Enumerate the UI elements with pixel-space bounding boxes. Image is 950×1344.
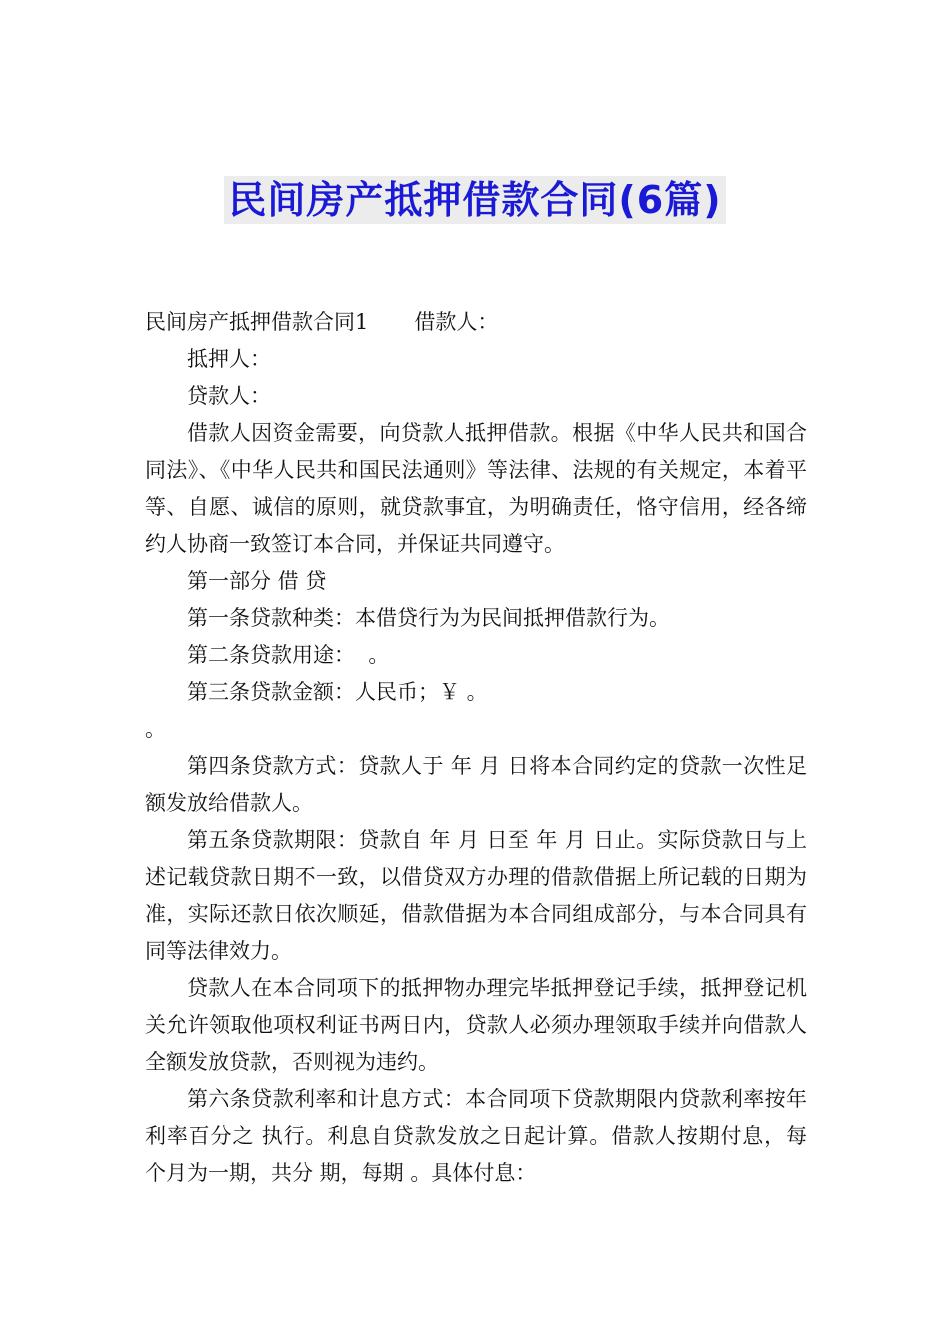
paragraph-article-2: 第二条贷款用途： 。 xyxy=(187,643,390,667)
first-line xyxy=(145,304,807,341)
paragraph-article-6: 第六条贷款利率和计息方式：本合同项下贷款期限内贷款利率按年利率百分之 执行。利息自贷款发放之日起计算。借款人按期付息，每 个月为一期，共分 期，每期 。具体付息： xyxy=(145,1087,814,1185)
paragraph-lone-period: 。 xyxy=(145,717,166,741)
paragraph-preamble: 借款人因资金需要，向贷款人抵押借款。根据《中华人民共和国合同法》、《中华人民共和国民法通则》等法律、法规的有关规定，本着平等、自愿、诚信的原则，就贷款事宜，为明确责任，恪守信用，经各缔约人协商一致签订本合同，并保证共同遵守。 xyxy=(145,421,807,556)
document-title: 民间房产抵押借款合同(6篇) xyxy=(224,176,725,224)
paragraph-article-5: 第五条贷款期限：贷款自 年 月 日至 年 月 日止。实际贷款日与上述记载贷款日期不一致，以借贷双方办理的借款借据上所记载的日期为准，实际还款日依次顺延，借款借据为本合同组成部分，与本合同具有同等法律效力。 xyxy=(145,828,807,963)
paragraph-article-1: 第一条贷款种类：本借贷行为为民间抵押借款行为。 xyxy=(187,606,670,630)
paragraph-mortgagor: 抵押人： xyxy=(187,347,271,371)
section-heading-part-one: 第一部分 借 贷 xyxy=(187,569,327,593)
paragraph-article-4: 第四条贷款方式：贷款人于 年 月 日将本合同约定的贷款一次性足额发放给借款人。 xyxy=(145,754,807,815)
borrower-label: 借款人： xyxy=(414,310,499,334)
paragraph-lender: 贷款人： xyxy=(187,384,271,408)
paragraph-article-3: 第三条贷款金额：人民币；￥ 。 xyxy=(187,680,488,704)
contract-heading: 民间房产抵押借款合同1 xyxy=(145,310,369,334)
paragraph-registration: 贷款人在本合同项下的抵押物办理完毕抵押登记手续，抵押登记机关允许领取他项权利证书两日内，贷款人必须办理领取手续并向借款人全额发放贷款，否则视为违约。 xyxy=(145,976,807,1074)
title-wrap xyxy=(0,176,950,224)
document-body xyxy=(145,304,814,1192)
